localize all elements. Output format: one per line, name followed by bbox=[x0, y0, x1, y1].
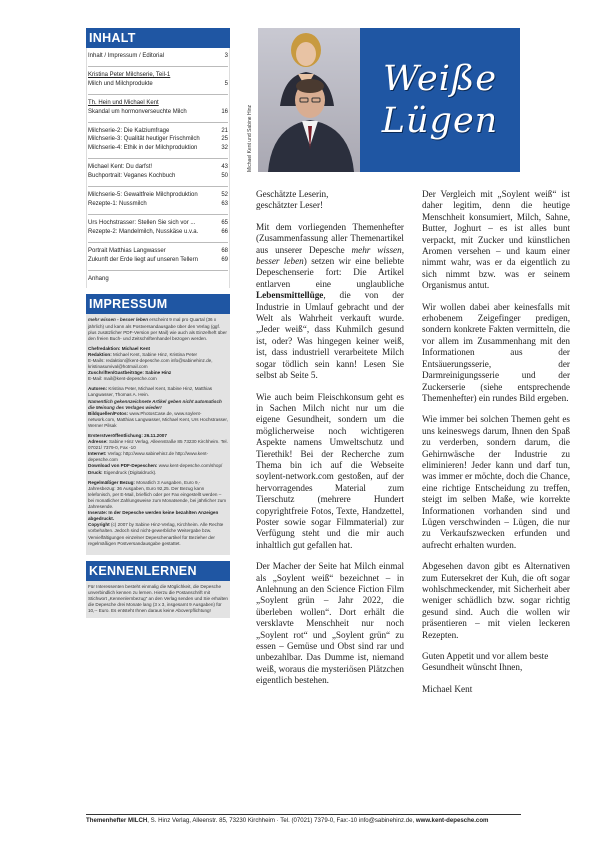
toc-title: Inhalt / Impressum / Editorial bbox=[88, 53, 165, 59]
toc-entry[interactable] bbox=[88, 144, 228, 153]
toc-entry[interactable] bbox=[88, 191, 228, 200]
title-line-1: Weiße bbox=[382, 59, 498, 99]
toc-entry[interactable] bbox=[88, 80, 228, 89]
toc-author: Th. Hein und Michael Kent bbox=[88, 99, 159, 106]
toc-page: 66 bbox=[221, 228, 228, 235]
toc-page: 3 bbox=[224, 53, 228, 59]
toc-entry[interactable] bbox=[88, 163, 228, 172]
impressum-panel bbox=[86, 314, 230, 554]
photo-credit: Michael Kent und Sabine Hinz bbox=[247, 105, 253, 172]
page-footer: Themenhefter MILCH, S. Hinz Verlag, Alleenstr. 85, 73230 Kirchheim · Tel. (07021) 7379-0, Fax:-10 info@sabinehinz.de, www.kent-depesche.com bbox=[86, 814, 521, 824]
toc-title: Urs Hochstrasser: Stellen Sie sich vor ... bbox=[88, 219, 196, 226]
download-link[interactable]: www.kent-depesche.com/shop/ bbox=[157, 463, 223, 469]
toc-group bbox=[88, 161, 228, 187]
editorial-column-1 bbox=[256, 189, 404, 697]
greeting: Geschätzte Leserin, geschätzter Leser! bbox=[256, 189, 329, 211]
toc-group bbox=[88, 273, 228, 289]
toc-entry[interactable] bbox=[88, 228, 228, 237]
cover-title bbox=[360, 28, 520, 172]
toc-page: 69 bbox=[221, 256, 228, 263]
toc-title: Milchserie-5: Gewaltfreie Milchproduktion bbox=[88, 192, 198, 199]
toc-page bbox=[218, 275, 228, 284]
toc-page: 25 bbox=[221, 136, 228, 143]
footer-website-link[interactable]: www.kent-depesche.com bbox=[415, 817, 489, 824]
toc-title: Milch und Milchprodukte bbox=[88, 80, 153, 87]
impressum-editorial: Chefredaktion: Michael Kent Redaktion: Michael Kent, Sabine Hinz, Kristina Peter E-Mails: redaktion@kent-depesche.com info@sabinehinz.de, kristinasurvival@hotmail.com Zuschriften/Gastbeiträge: Sabine Hinz E-Mail: mail@kent-depesche.com bbox=[88, 345, 213, 382]
toc-group bbox=[88, 69, 228, 95]
publication-name: mehr wissen - besser leben bbox=[88, 317, 148, 323]
editorial-column-2 bbox=[422, 189, 570, 705]
impressum-publisher: Ersterstveröffentlichung: 26.11.2007 Adresse: Sabine Hinz Verlag, Alleenstraße 85 73230 Kirchheim. Tel. 07021/ 7379-0, Fax -10 Internet: Verlag: http://www.sabinehinz.de http://www.kent-depesche.com Download von PDF-Depeschen: www.kent-depesche.com/shop/ Druck: Eigendruck (Digitaldruck). bbox=[88, 433, 228, 475]
title-line-2: Lügen bbox=[381, 101, 499, 141]
toc-page: 63 bbox=[221, 200, 228, 207]
signature: Michael Kent bbox=[422, 683, 473, 694]
toc-page: 32 bbox=[221, 145, 228, 152]
editors-photo-illustration bbox=[258, 28, 361, 172]
kennenlernen-panel: Für Interessenten besteht einmalig die Möglichkeit, die Depesche unverbindlich kennen zu lernen. Hierzu die Postanschrift mit Stichwort „Kennenlernbezug“ an den Verlag senden und Sie erhalten die Depesche drei Monate lang (3 x 3, insgesamt 9 Ausgaben) für 10,-- Euro. Es entsteht Ihnen daraus keine Aboverpflichtung! bbox=[86, 581, 230, 618]
toc-entry[interactable] bbox=[88, 219, 228, 228]
toc-page: 16 bbox=[221, 108, 228, 115]
toc-title: Michael Kent: Du darfst! bbox=[88, 164, 153, 171]
toc-page: 43 bbox=[221, 164, 228, 171]
toc-author: Kristina Peter Milchserie, Teil-1 bbox=[88, 71, 171, 78]
toc-title: Rezepte-2: Mandelmilch, Nusskäse u.v.a. bbox=[88, 228, 199, 235]
toc-entry[interactable] bbox=[88, 275, 228, 284]
impressum-subscription: Regelmäßiger Bezug: Monatlich 3 Ausgaben, Euro 9,- Jahresbezug: 36 Ausgaben, Euro 92,25. Der Bezug kann telefonisch, per E-Mail, brieflich oder per Fax eingestellt werden – bei monatlicher Zahlungsweise zum Monatsende, bei jährlicher zum Jahresende. Inserate: In der Depesche werden keine bezahlten Anzeigen abgedruckt. Copyright (c) 2007 by Sabine Hinz-Verlag, Kirchheim. Alle Rechte vorbehalten. Jedoch sind nicht-gewerbliche Weitergabe bzw. Vervielfältigungen einzelner Depeschenartikel für Bezieher der regelmäßigen Postversandausgabe gestattet. bbox=[88, 479, 227, 546]
toc-group bbox=[88, 217, 228, 243]
toc-title: Milchserie-3: Qualität heutiger Frischmilch bbox=[88, 136, 200, 143]
toc-title: Buchportrait: Veganes Kochbuch bbox=[88, 173, 176, 180]
sidebar bbox=[86, 28, 230, 618]
toc-title: Portrait Matthias Langwasser bbox=[88, 247, 166, 254]
toc-page: 21 bbox=[221, 127, 228, 134]
toc-group bbox=[88, 245, 228, 271]
paragraph: Der Macher der Seite hat Milch einmal als „Soylent weiß“ bezeichnet – in Anlehnung an den Science Fiction Film „Soylent grün – Jahr 2022, die überleben wollen“. Dort erhält die versklavte Menschheit nur noch „Soylent rot“ und „Soylent grün“ zu essen – Gemüse und Obst sind rar und unbezahlbar. Das Dumme ist, niemand weiß, woraus die mysteriösen Plätzchen eigentlich bestehen. bbox=[256, 561, 404, 686]
paragraph: Wir wollen dabei aber keinesfalls mit erhobenem Zeigefinger predigen, sondern konkrete Fakten vermitteln, die vor allem im Zusammenhang mit den Informationen aus der Entsäuerungsserie, der Darmreinigungsserie und der Zuckerserie (siehe entsprechende Themenhefter) ein rundes Bild ergeben. bbox=[422, 301, 570, 403]
toc-entry[interactable] bbox=[88, 52, 228, 61]
toc-title: Anhang bbox=[88, 275, 109, 282]
toc-title: Skandal um hormonverseuchte Milch bbox=[88, 108, 187, 115]
paragraph: Wie auch beim Fleischkonsum geht es in Sachen Milch nicht nur um die eigene Gesundheit, sondern um die möglicherweise noch wichtigeren Aspekte namens Umweltschutz und Tierethik! Bei der Recherche zum Thema bin ich auf die Webseite soylent-network.com gestoßen, auf der hervorragendes Material zum Tierschutz (mehrere Hundert copyrightfreie Fotos, Texte, Handzettel, Poster sowie sogar Filmmaterial) zur Verfügung steht und die mir auch inhaltlich gut gefallen hat. bbox=[256, 391, 404, 550]
kennenlernen-heading: KENNENLERNEN bbox=[86, 561, 230, 581]
email-link[interactable]: E-Mail: mail@kent-depesche.com bbox=[88, 376, 157, 382]
toc-entry[interactable] bbox=[88, 172, 228, 181]
toc-group bbox=[88, 189, 228, 215]
toc-group bbox=[88, 50, 228, 67]
impressum-heading: IMPRESSUM bbox=[86, 294, 230, 314]
paragraph: Mit dem vorliegenden Themenhefter (Zusammenfassung aller Themenartikel aus unserer Depesche mehr wissen, besser leben) setzen wir eine beliebte Depeschenserie fort: Die Artikel entlarven eine unglaubliche Lebensmittellüge, die von der Industrie in Umlauf gebracht und der Welt als Wahrheit verkauft wurde. „Jeder weiß“, dass Kuhmilch gesund ist, oder? Was hingegen keiner weiß, ist, dass industriell verarbeitete Milch sogar tödlich sein kann! Lesen Sie selbst ab Seite 5. bbox=[256, 221, 404, 381]
toc-entry[interactable] bbox=[88, 200, 228, 209]
toc-page: 52 bbox=[221, 192, 228, 199]
impressum-authors: Autoren: Kristina Peter, Michael Kent, Sabine Hinz, Matthias Langwasser, Thomas A. Hein. Namentlich gekennzeichnete Artikel geben nicht automatisch die Meinung des Verlages wieder! Bildquellen/Fotos: www.PhotosCase.de, www.soylent-network.com, Matthias Langwasser, Michael Kent, Urs Hochstrasser, Werner Pilsak bbox=[88, 386, 228, 428]
toc-entry[interactable] bbox=[88, 135, 228, 144]
toc-title: Milchserie-4: Ethik in der Milchproduktion bbox=[88, 145, 198, 152]
toc-title: Zukunft der Erde liegt auf unseren Tellern bbox=[88, 256, 198, 263]
impressum-intro: mehr wissen - besser leben erscheint 9 mal pro Quartal (36 x jährlich) und kann als Postversandausgabe über den Verlag (ggf. plus zusätzlicher PDF-Version per Mail) wie auch als Einzelheft über den freien Buch- und Zeitschriftenhandel bezogen werden. bbox=[88, 317, 227, 341]
email-links[interactable]: E-Mails: redaktion@kent-depesche.com info@sabinehinz.de, kristinasurvival@hotmail.com bbox=[88, 357, 213, 370]
toc-page: 65 bbox=[221, 219, 228, 226]
toc-group bbox=[88, 97, 228, 123]
toc-group bbox=[88, 125, 228, 160]
paragraph: Abgesehen davon gibt es Alternativen zum Eutersekret der Kuh, die oft sogar wohlschmeckender, mit Sicherheit aber weniger schädlich bzw. sogar richtig gesund sind. Auch die wollen wir präsentieren – mit vielen leckeren Rezepten. bbox=[422, 561, 570, 640]
editors-photo bbox=[258, 28, 361, 172]
toc-page: 50 bbox=[221, 173, 228, 180]
toc-page: 5 bbox=[224, 80, 228, 87]
paragraph: Guten Appetit und vor allem beste Gesundheit wünscht Ihnen, bbox=[422, 651, 549, 673]
inhalt-heading: INHALT bbox=[86, 28, 230, 48]
table-of-contents bbox=[86, 48, 230, 288]
toc-entry[interactable] bbox=[88, 256, 228, 265]
toc-title: Rezepte-1: Nussmilch bbox=[88, 200, 147, 207]
toc-page: 68 bbox=[221, 247, 228, 254]
toc-title: Milchserie-2: Die Kalziumfrage bbox=[88, 127, 170, 134]
toc-entry[interactable] bbox=[88, 247, 228, 256]
website-links[interactable]: Verlag: http://www.sabinehinz.de http://www.kent-depesche.com bbox=[88, 451, 208, 463]
toc-entry[interactable] bbox=[88, 108, 228, 117]
toc-entry[interactable] bbox=[88, 127, 228, 136]
paragraph: Wie immer bei solchen Themen geht es uns keineswegs darum, Ihnen den Spaß zu verderben, sondern darum, die Gehirnwäsche der Industrie zu eliminieren! Jeder kann und darf tun, was immer er möchte, doch die Chance, eine richtige Entscheidung zu treffen, steigt im selben Maße, wie korrekte Informationen vorhanden sind und Lügen verschwinden – Lügen, die nur zu Verkaufszwecken erfunden und aufrecht erhalten wurden. bbox=[422, 414, 570, 550]
paragraph: Der Vergleich mit „Soylent weiß“ ist daher legitim, denn die heutige Menschheit konsumiert, Milch, Sahne, Butter, Joghurt – es ist alles bunt verpackt, mit Zucker und künstlichen Aromen versehen – und kaum einer nimmt wahr, was er da eigentlich zu sich nimmt bzw. was er seinem Organismus antut. bbox=[422, 189, 570, 291]
